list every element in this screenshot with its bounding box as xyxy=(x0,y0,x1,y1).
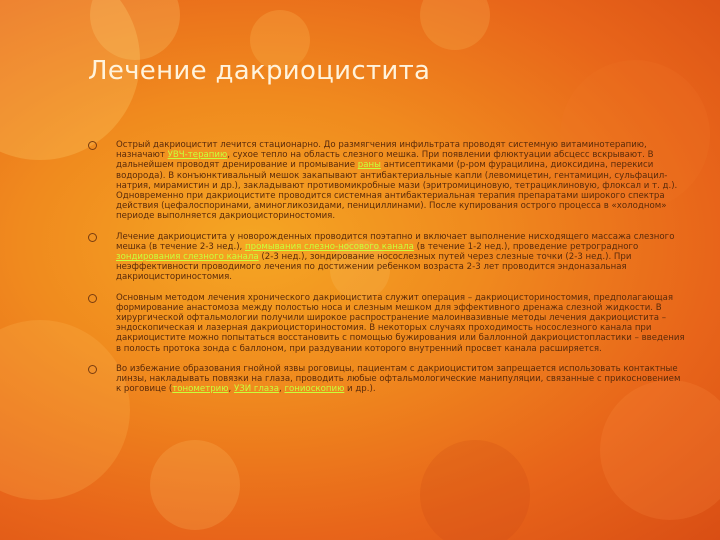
text-run: и др.). xyxy=(344,384,376,395)
bokeh-circle xyxy=(420,440,530,540)
bullet-text xyxy=(116,364,680,394)
bullet-item xyxy=(88,293,688,354)
inline-link[interactable]: тонометрию xyxy=(172,384,229,395)
inline-link[interactable]: раны xyxy=(357,160,381,171)
inline-link[interactable]: гониоскопию xyxy=(284,384,345,395)
text-run: антисептиками (р-ром фурацилина, диоксидина, перекиси водорода). В конъюнктивальный мешок закапывают антибактериальные капли (левомицетин, гентамицин, сульфацил-натрия, мирамистин и др.), закладывают противомикробные мази (эритромициновую, тетрациклиновую, флоксал и т. д.). Одновременно при дакриоцистите проводится системная антибактериальная терапия препаратами широкого спектра действия (цефалоспоринами, аминогликозидами, пенициллинами). После купирования острого процесса в «холодном» периоде выполняется дакриоцисториностомия. xyxy=(116,160,678,222)
bullet-text xyxy=(116,232,674,283)
inline-link[interactable]: УЗИ глаза xyxy=(233,384,279,395)
bullet-item xyxy=(88,364,688,395)
bullet-list xyxy=(88,140,688,404)
bullet-item xyxy=(88,140,688,222)
text-run: , xyxy=(278,384,285,395)
bullet-circle-icon xyxy=(88,294,97,303)
text-run: , сухое тепло на область слезного мешка. При появлении флюктуации абсцесс вскрывают. В дальнейшем проводят дренирование и промывание xyxy=(116,150,654,171)
text-run: Лечение дакриоцистита у новорожденных проводится поэтапно и включает выполнение нисходящего массажа слезного мешка (в течение 2-3 нед.), xyxy=(116,231,675,252)
bokeh-circle xyxy=(90,0,180,60)
text-run: (2-3 нед.), зондирование носослезных путей через слезные точки (2-3 нед.). При неэффективности проводимого лечения по достижении ребенком возраста 2-3 лет проводится эндоназальная дакриоцисториностомия. xyxy=(116,252,632,283)
bullet-circle-icon xyxy=(88,141,97,150)
inline-link[interactable]: зондирования слезного канала xyxy=(116,252,259,263)
text-run: Основным методом лечения хронического дакриоцистита служит операция – дакриоцисториностомия, предполагающая формирование анастомоза между полостью носа и слезным мешком для эффективного дренажа слезной жидкости. В хирургической офтальмологии получили широкое распространение малоинвазивные методы лечения дакриоцистита – эндоскопическая и лазерная дакриоцисториностомия. В некоторых случаях проходимость носослезного канала при дакриоцистите можно попытаться восстановить с помощью бужирования или баллонной дакриоцистопластики – введения в полость протока зонда с баллоном, при раздувании которого внутренний просвет канала расширяется. xyxy=(116,292,685,354)
text-run: Острый дакриоцистит лечится стационарно. До размягчения инфильтрата проводят системную витаминотерапию, назначают xyxy=(116,140,647,161)
slide-title: Лечение дакриоцистита xyxy=(88,56,431,86)
inline-link[interactable]: промывания слезно-носового канала xyxy=(245,241,414,252)
bokeh-circle xyxy=(420,0,490,50)
bullet-circle-icon xyxy=(88,233,97,242)
text-run: (в течение 1-2 нед.), проведение ретроградного xyxy=(413,241,639,252)
bullet-text xyxy=(116,140,677,221)
text-run: Во избежание образования гнойной язвы роговицы, пациентам с дакриоциститом запрещается использовать контактные линзы, накладывать повязки на глаза, проводить любые офтальмологические манипуляции, связанные с прикосновением к роговице ( xyxy=(116,363,681,395)
bullet-circle-icon xyxy=(88,365,97,374)
bullet-item xyxy=(88,232,688,283)
bokeh-circle xyxy=(150,440,240,530)
inline-link[interactable]: УВЧ-терапию xyxy=(167,150,228,161)
text-run: , xyxy=(228,384,234,395)
bullet-text xyxy=(116,293,685,354)
